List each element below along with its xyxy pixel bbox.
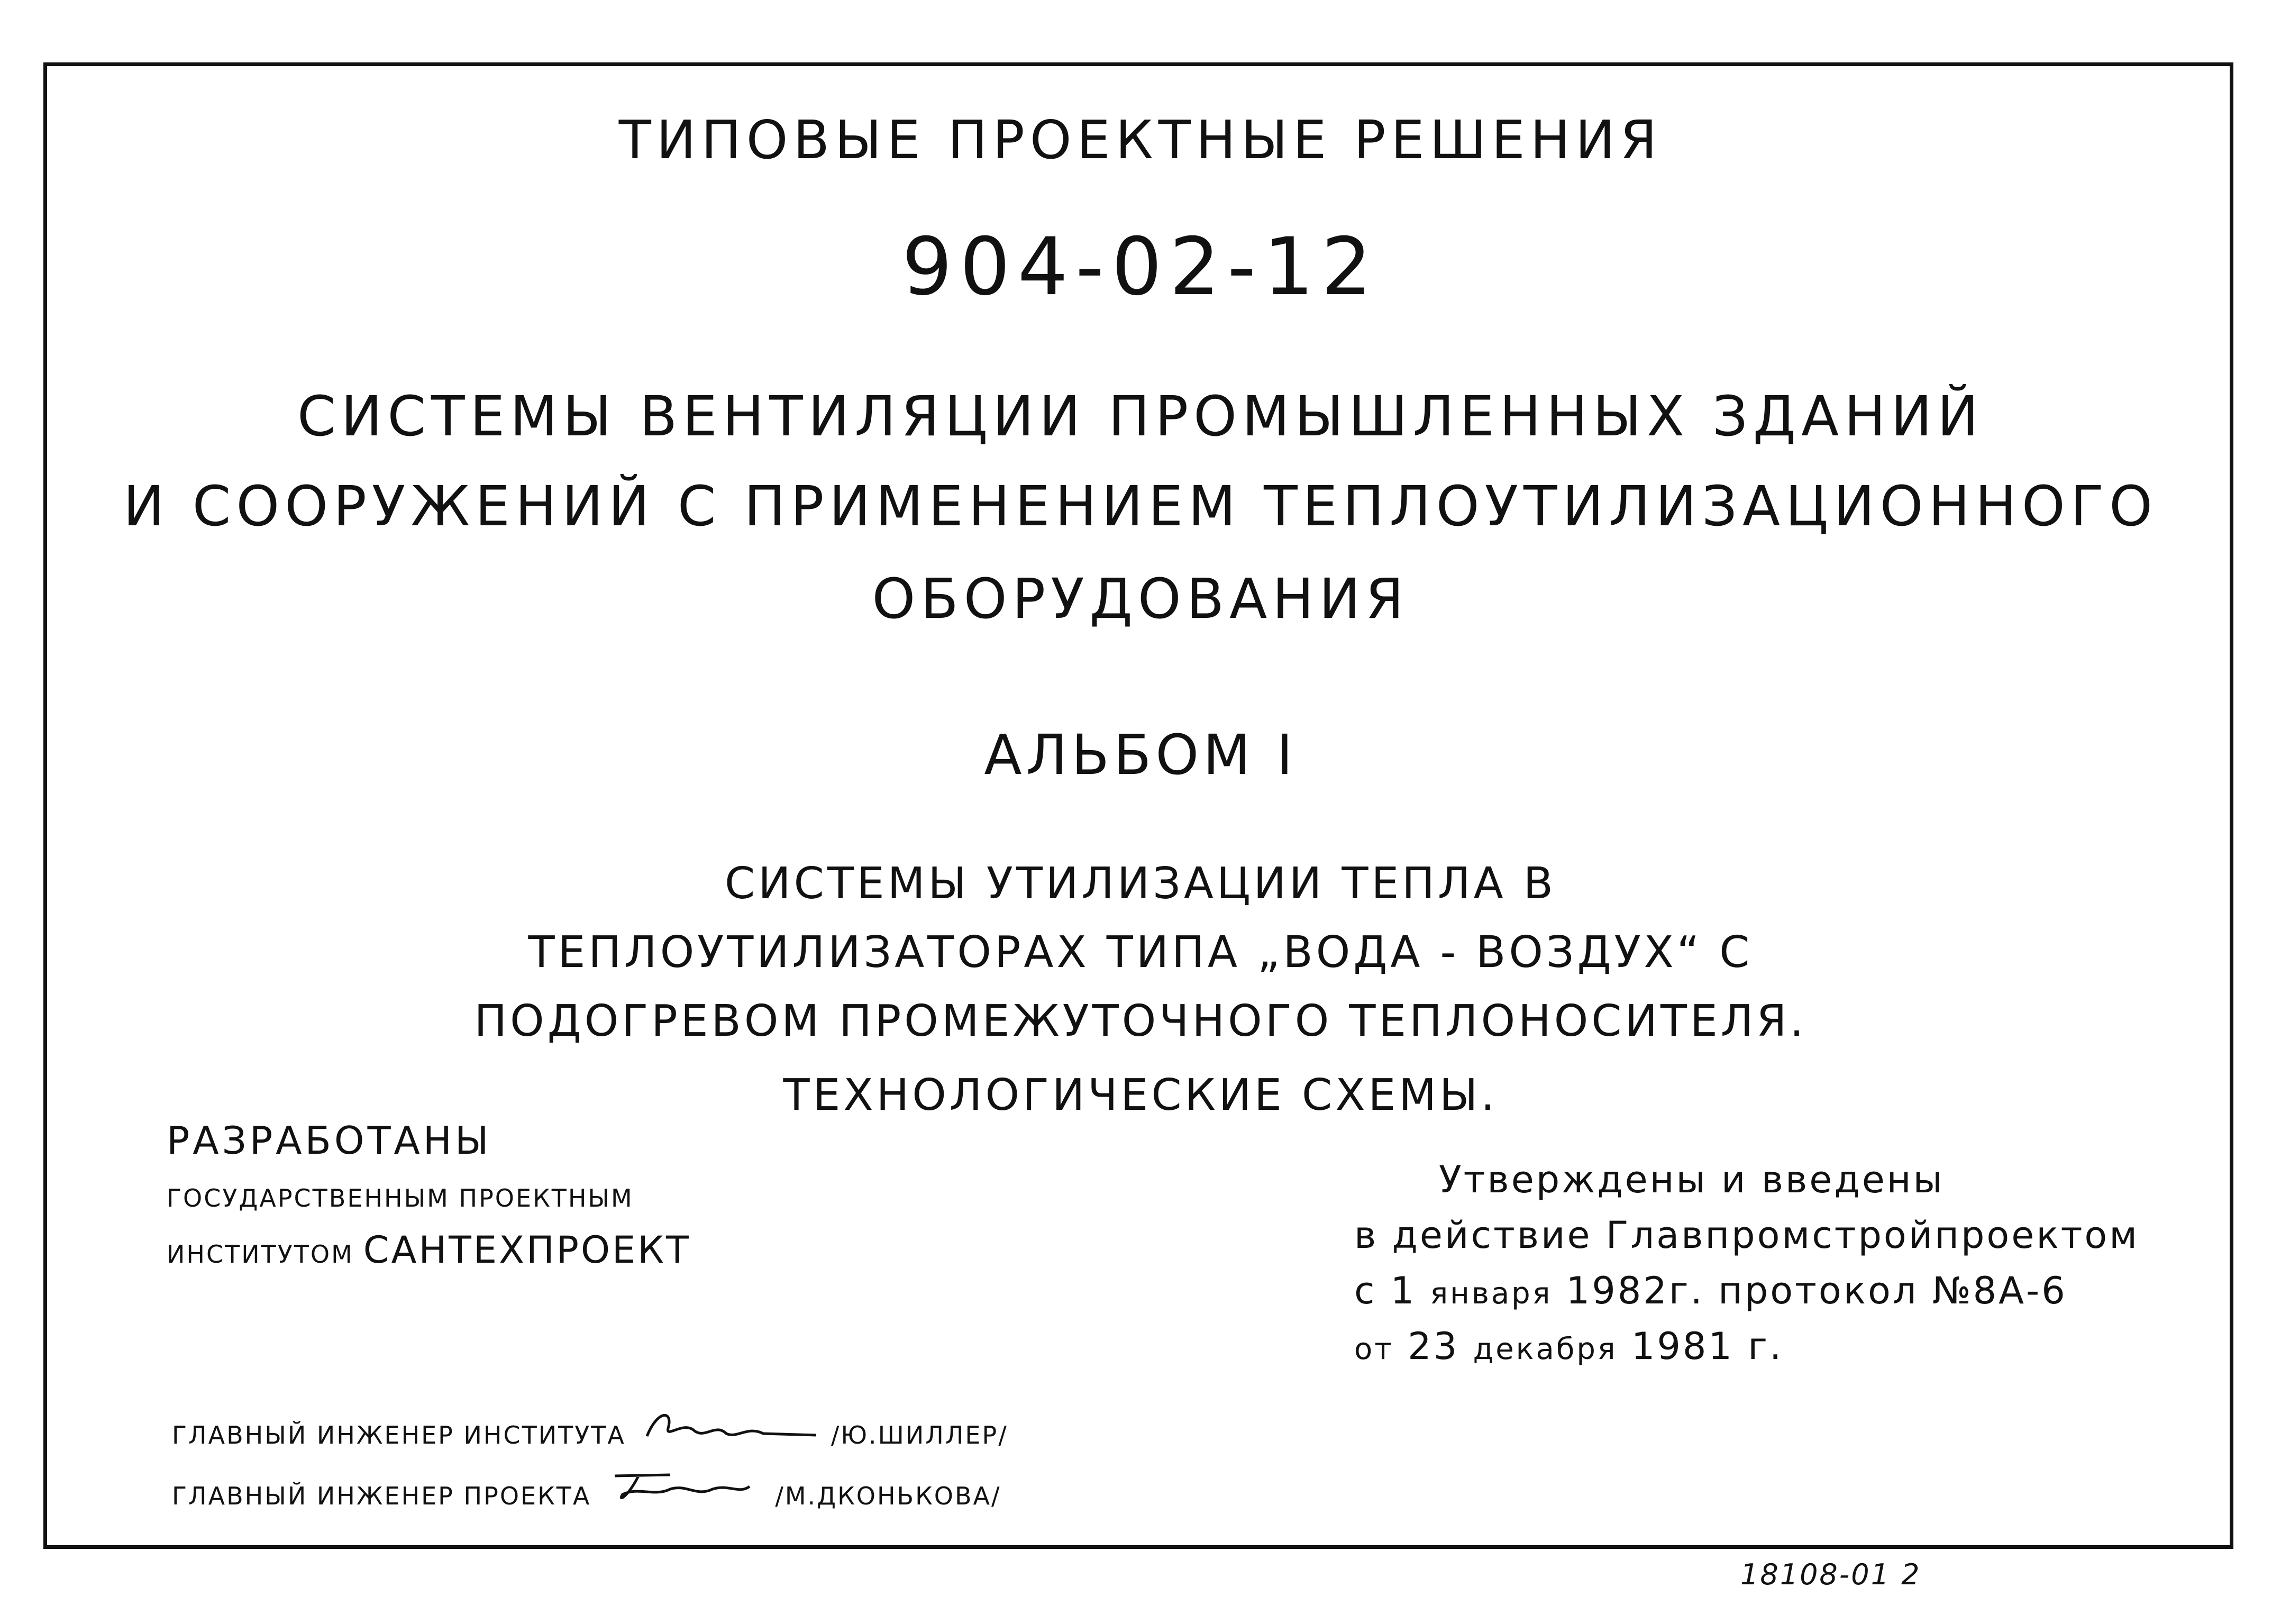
approval-line-3 [1354, 1269, 2139, 1312]
signature-row-project [172, 1465, 1001, 1513]
approval-line-2: в действие Главпромстройпроектом [1354, 1214, 2140, 1257]
protocol-date-prefix: от [1354, 1332, 1394, 1366]
subtitle-line-2: ТЕПЛОУТИЛИЗАТОРАХ ТИПА „ВОДА - ВОЗДУХ“ С [528, 927, 1753, 978]
album-label: АЛЬБОМ I [984, 723, 1297, 787]
project-code: 904-02-12 [901, 221, 1380, 313]
signature-name: /Ю.ШИЛЛЕР/ [831, 1421, 1008, 1449]
signature-name: /М.ДКОНЬКОВА/ [775, 1482, 1001, 1510]
developer-heading: РАЗРАБОТАНЫ [167, 1118, 492, 1163]
subtitle-line-3: ПОДОГРЕВОМ ПРОМЕЖУТОЧНОГО ТЕПЛОНОСИТЕЛЯ. [474, 996, 1807, 1046]
signature-row-institute [172, 1404, 1008, 1453]
subtitle-line-1: СИСТЕМЫ УТИЛИЗАЦИИ ТЕПЛА В [724, 859, 1557, 909]
approval-protocol: 1982г. протокол №8А-6 [1566, 1269, 2067, 1312]
institute-name: САНТЕХПРОЕКТ [363, 1228, 691, 1272]
signature-role: ГЛАВНЫЙ ИНЖЕНЕР ИНСТИТУТА [172, 1421, 626, 1449]
approval-date-month: января [1430, 1276, 1553, 1311]
handwritten-signature-icon [642, 1404, 822, 1453]
signature-role: ГЛАВНЫЙ ИНЖЕНЕР ПРОЕКТА [172, 1482, 591, 1510]
archive-number: 18108-01 2 [1740, 1558, 1921, 1591]
approval-line-4 [1354, 1325, 2139, 1368]
developer-block [167, 1118, 691, 1272]
developer-line-2-prefix: ИНСТИТУТОМ [167, 1240, 354, 1269]
developer-line-1: ГОСУДАРСТВЕННЫМ ПРОЕКТНЫМ [167, 1184, 634, 1212]
protocol-date-month: декабря [1473, 1332, 1618, 1366]
subtitle-line-4: ТЕХНОЛОГИЧЕСКИЕ СХЕМЫ. [783, 1070, 1498, 1120]
series-title: ТИПОВЫЕ ПРОЕКТНЫЕ РЕШЕНИЯ [618, 109, 1663, 171]
developer-line-2 [167, 1228, 691, 1272]
protocol-date-year: 1981 г. [1631, 1325, 1784, 1368]
document-title-line-3: ОБОРУДОВАНИЯ [872, 567, 1409, 631]
approval-line-1: Утверждены и введены [1439, 1158, 1945, 1201]
approval-block [1354, 1158, 2140, 1383]
approval-date-day: с 1 [1354, 1269, 1417, 1312]
protocol-date-day: 23 [1408, 1325, 1459, 1368]
document-title-line-2: И СООРУЖЕНИЙ С ПРИМЕНЕНИЕМ ТЕПЛОУТИЛИЗАЦИОННОГО [123, 474, 2158, 539]
handwritten-signature-icon [607, 1465, 765, 1513]
document-title-line-1: СИСТЕМЫ ВЕНТИЛЯЦИИ ПРОМЫШЛЕННЫХ ЗДАНИЙ [297, 384, 1984, 449]
